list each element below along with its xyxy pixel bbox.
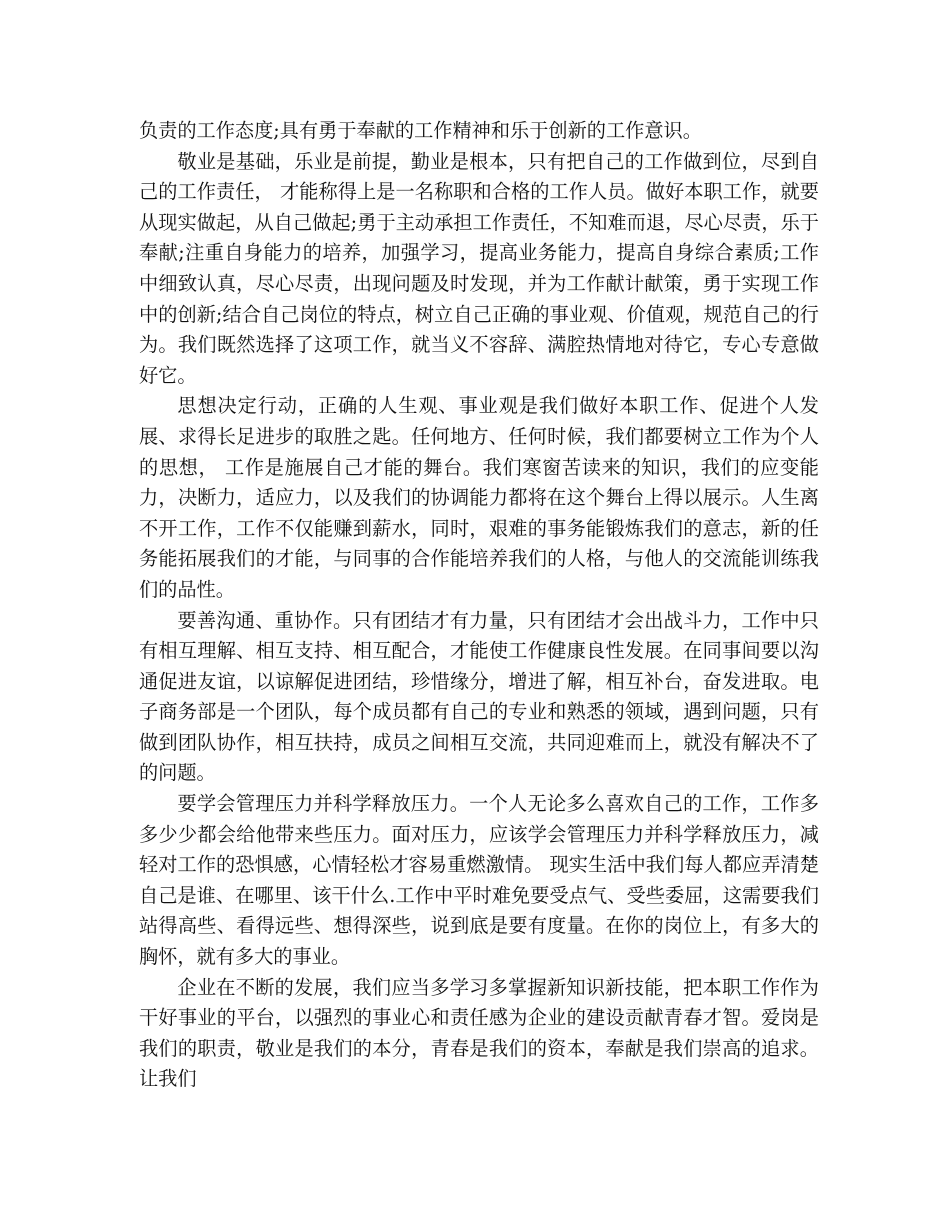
paragraph-4: 要善沟通、重协作。只有团结才有力量，只有团结才会出战斗力，工作中只有相互理解、相互支持、相互配合，才能使工作健康良性发展。在同事间要以沟通促进友谊，以谅解促进团结，珍惜缘分，增进了解，相互补台，奋发进取。电子商务部是一个团队，每个成员都有自己的专业和熟悉的领域，遇到问题，只有做到团队协作，相互扶持，成员之间相互交流，共同迎难而上，就没有解决不了的问题。	[139, 608, 819, 785]
paragraph-1: 负责的工作态度;具有勇于奉献的工作精神和乐于创新的工作意识。	[139, 119, 702, 142]
paragraph-6: 企业在不断的发展，我们应当多学习多掌握新知识新技能，把本职工作作为干好事业的平台，以强烈的事业心和责任感为企业的建设贡献青春才智。爱岗是我们的职责，敬业是我们的本分，青春是我们的资本，奉献是我们崇高的追求。让我们	[139, 975, 819, 1091]
document-body	[139, 116, 819, 1095]
paragraph-2: 敬业是基础，乐业是前提，勤业是根本，只有把自己的工作做到位，尽到自己的工作责任， 才能称得上是一名称职和合格的工作人员。做好本职工作，就要从现实做起，从自己做起;勇于主动承担工作责任，不知难而退，尽心尽责，乐于奉献;注重自身能力的培养，加强学习，提高业务能力，提高自身综合素质;工作中细致认真，尽心尽责，出现问题及时发现，并为工作献计献策，勇于实现工作中的创新;结合自己岗位的特点，树立自己正确的事业观、价值观，规范自己的行为。我们既然选择了这项工作，就当义不容辞、满腔热情地对待它，专心专意做好它。	[139, 149, 819, 387]
paragraph-3: 思想决定行动，正确的人生观、事业观是我们做好本职工作、促进个人发展、求得长足进步的取胜之匙。任何地方、任何时候，我们都要树立工作为个人的思想， 工作是施展自己才能的舞台。我们寒窗苦读来的知识，我们的应变能力，决断力，适应力，以及我们的协调能力都将在这个舞台上得以展示。人生离不开工作，工作不仅能赚到薪水，同时，艰难的事务能锻炼我们的意志，新的任务能拓展我们的才能，与同事的合作能培养我们的人格，与他人的交流能训练我们的品性。	[139, 394, 819, 601]
paragraph-5: 要学会管理压力并科学释放压力。一个人无论多么喜欢自己的工作，工作多多少少都会给他带来些压力。面对压力，应该学会管理压力并科学释放压力，减轻对工作的恐惧感，心情轻松才容易重燃激情。 现实生活中我们每人都应弄清楚自己是谁、在哪里、该干什么.工作中平时难免要受点气、受些委屈，这需要我们站得高些、看得远些、想得深些，说到底是要有度量。在你的岗位上，有多大的胸怀，就有多大的事业。	[139, 792, 819, 969]
